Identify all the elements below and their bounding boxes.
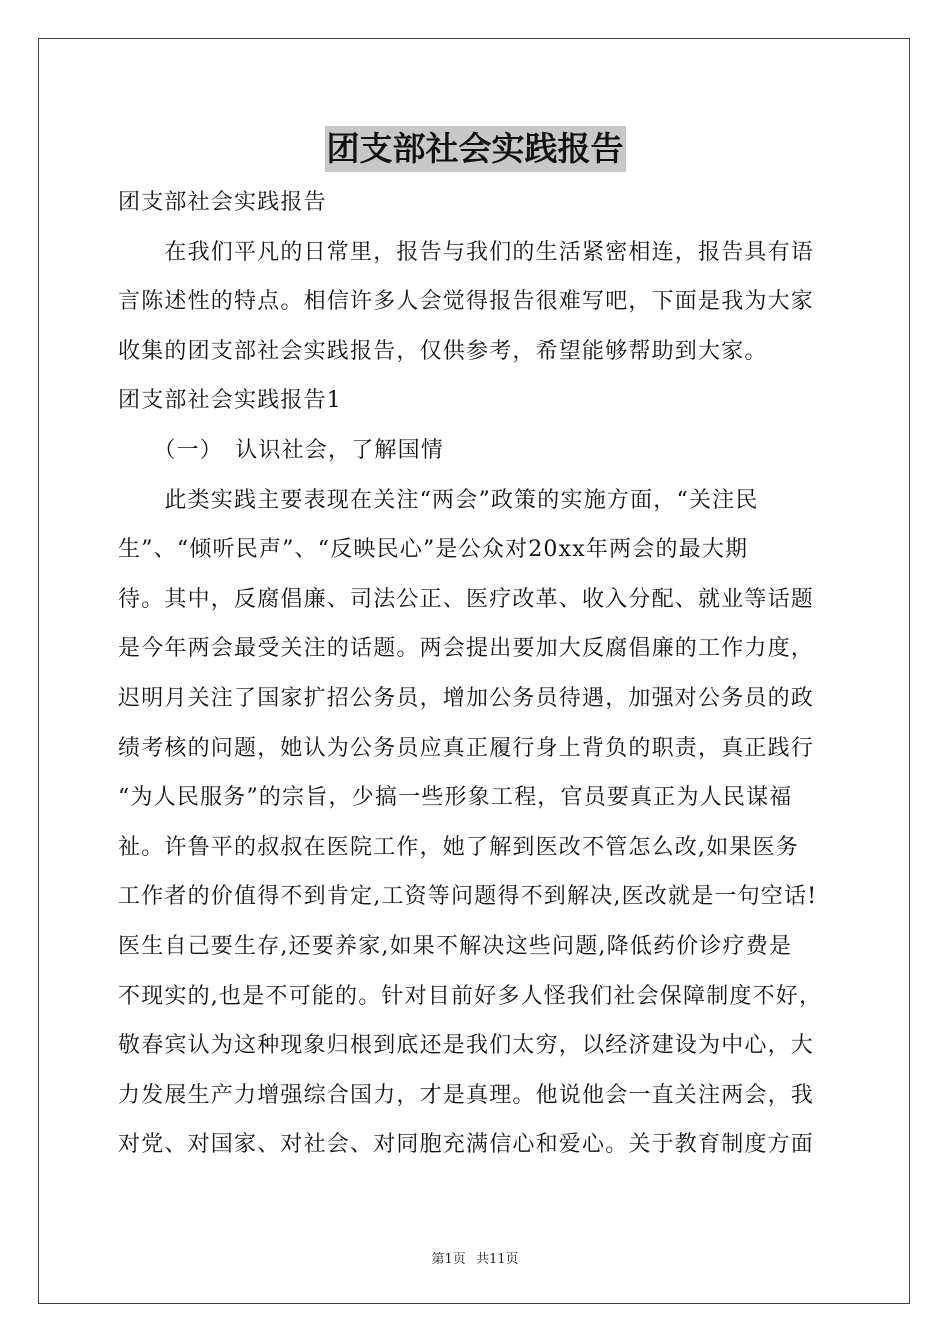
text-line: 待。其中，反腐倡廉、司法公正、医疗改革、收入分配、就业等话题: [118, 586, 815, 612]
text-line: 力发展生产力增强综合国力，才是真理。他说他会一直关注两会，我: [118, 1082, 815, 1108]
document-title: 团支部社会实践报告: [325, 126, 626, 172]
text-line: 在我们平凡的日常里，报告与我们的生活紧密相连，报告具有语: [118, 239, 815, 265]
text-line: 对党、对国家、对社会、对同胞充满信心和爱心。关于教育制度方面: [118, 1132, 815, 1158]
text-line: “为人民服务”的宗旨，少搞一些形象工程，官员要真正为人民谋福: [118, 785, 793, 811]
text-line: 团支部社会实践报告: [118, 190, 327, 215]
text-line: 此类实践主要表现在关注“两会”政策的实施方面，“关注民: [118, 487, 759, 513]
text-line: 是今年两会最受关注的话题。两会提出要加大反腐倡廉的工作力度，: [118, 636, 815, 662]
text-line: 祉。许鲁平的叔叔在医院工作，她了解到医改不管怎么改,如果医务: [118, 834, 799, 860]
text-line: 工作者的价值得不到肯定,工资等问题得不到解决,医改就是一句空话!: [118, 884, 818, 910]
text-line: 不现实的,也是不可能的。针对目前好多人怪我们社会保障制度不好，: [118, 983, 823, 1009]
text-line: 迟明月关注了国家扩招公务员，增加公务员待遇，加强对公务员的政: [118, 685, 815, 711]
text-line: 团支部社会实践报告1: [118, 388, 342, 414]
text-line: （一） 认识社会，了解国情: [118, 437, 445, 463]
document-body: [118, 178, 838, 1170]
text-line: 生”、“倾听民声”、“反映民心”是公众对20xx年两会的最大期: [118, 537, 749, 563]
text-line: 绩考核的问题，她认为公务员应真正履行身上背负的职责，真正践行: [118, 735, 815, 761]
title-wrap: [0, 126, 950, 172]
page-total: 共11页: [475, 1252, 519, 1267]
text-line: 收集的团支部社会实践报告，仅供参考，希望能够帮助到大家。: [118, 338, 768, 364]
page-footer: [0, 1248, 950, 1267]
text-line: 言陈述性的特点。相信许多人会觉得报告很难写吧，下面是我为大家: [118, 289, 815, 315]
page-number: 第1页: [431, 1252, 466, 1267]
text-line: 医生自己要生存,还要养家,如果不解决这些问题,降低药价诊疗费是: [118, 933, 793, 959]
text-line: 敬春宾认为这种现象归根到底还是我们太穷，以经济建设为中心，大: [118, 1033, 815, 1059]
